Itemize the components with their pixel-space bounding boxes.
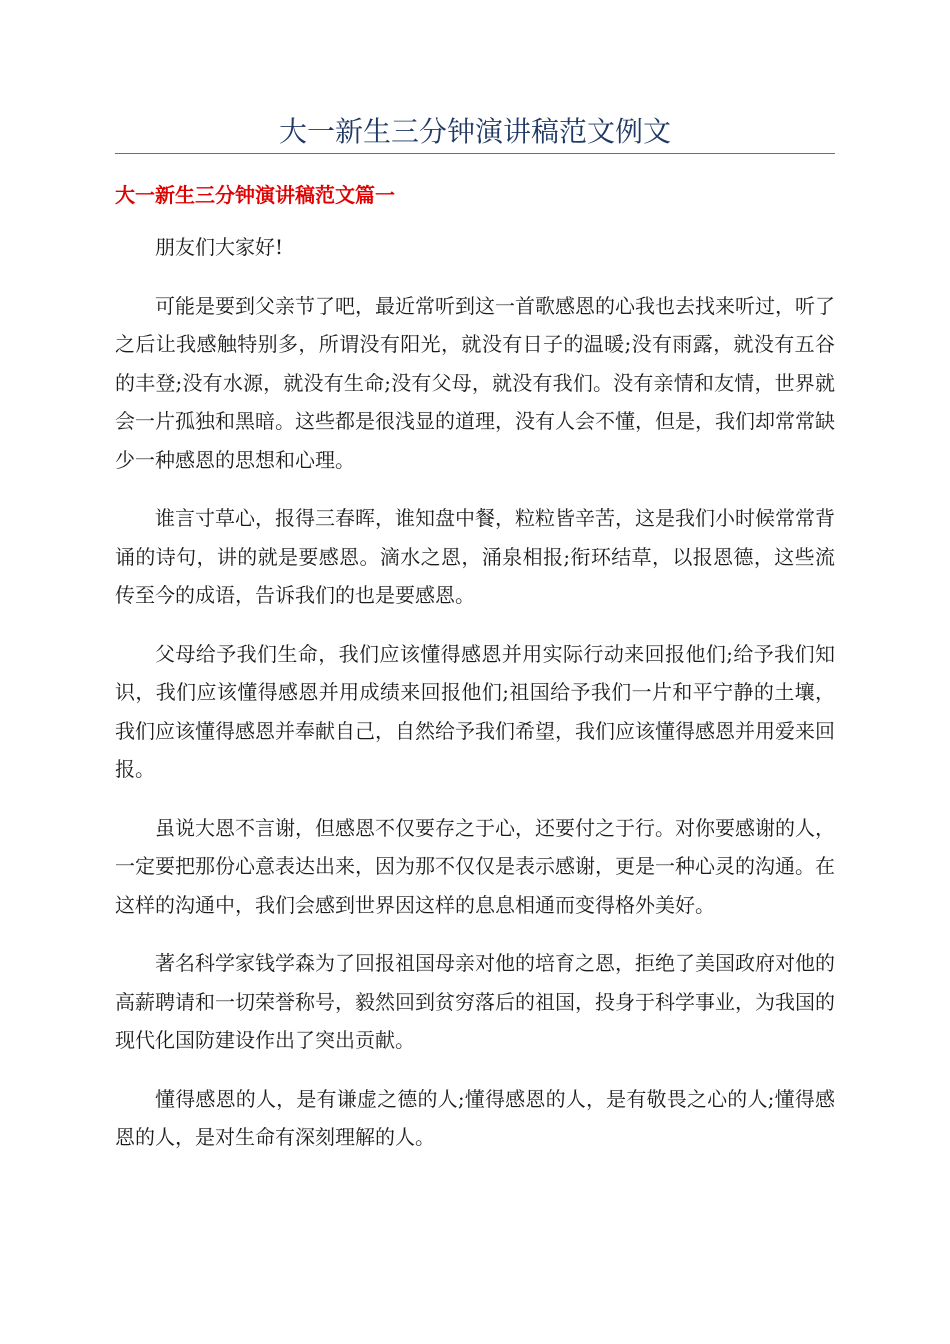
- paragraph: 可能是要到父亲节了吧，最近常听到这一首歌感恩的心我也去找来听过，听了之后让我感触特别多，所谓没有阳光，就没有日子的温暖;没有雨露，就没有五谷的丰登;没有水源，就没有生命;没有父母，就没有我们。没有亲情和友情，世界就会一片孤独和黑暗。这些都是很浅显的道理，没有人会不懂，但是，我们却常常缺少一种感恩的思想和心理。: [115, 293, 835, 472]
- document-title: 大一新生三分钟演讲稿范文例文: [278, 115, 671, 148]
- paragraph: 谁言寸草心，报得三春晖，谁知盘中餐，粒粒皆辛苦，这是我们小时候常常背诵的诗句，讲的就是要感恩。滴水之恩，涌泉相报;衔环结草，以报恩德，这些流传至今的成语，告诉我们的也是要感恩。: [115, 506, 835, 607]
- paragraph: 虽说大恩不言谢，但感恩不仅要存之于心，还要付之于行。对你要感谢的人，一定要把那份心意表达出来，因为那不仅仅是表示感谢，更是一种心灵的沟通。在这样的沟通中，我们会感到世界因这样的息息相通而变得格外美好。: [115, 815, 835, 917]
- document-body: [115, 228, 835, 1177]
- paragraph: 懂得感恩的人，是有谦虚之德的人;懂得感恩的人，是有敬畏之心的人;懂得感恩的人，是对生命有深刻理解的人。: [115, 1086, 835, 1149]
- paragraph: 父母给予我们生命，我们应该懂得感恩并用实际行动来回报他们;给予我们知识，我们应该懂得感恩并用成绩来回报他们;祖国给予我们一片和平宁静的土壤，我们应该懂得感恩并奉献自己，自然给予我们希望，我们应该懂得感恩并用爱来回报。: [115, 641, 835, 781]
- paragraph: 著名科学家钱学森为了回报祖国母亲对他的培育之恩，拒绝了美国政府对他的高薪聘请和一切荣誉称号，毅然回到贫穷落后的祖国，投身于科学事业，为我国的现代化国防建设作出了突出贡献。: [115, 951, 835, 1052]
- paragraph-greeting: 朋友们大家好!: [155, 235, 284, 259]
- title-underline-divider: [115, 153, 835, 154]
- section-heading: 大一新生三分钟演讲稿范文篇一: [115, 183, 395, 207]
